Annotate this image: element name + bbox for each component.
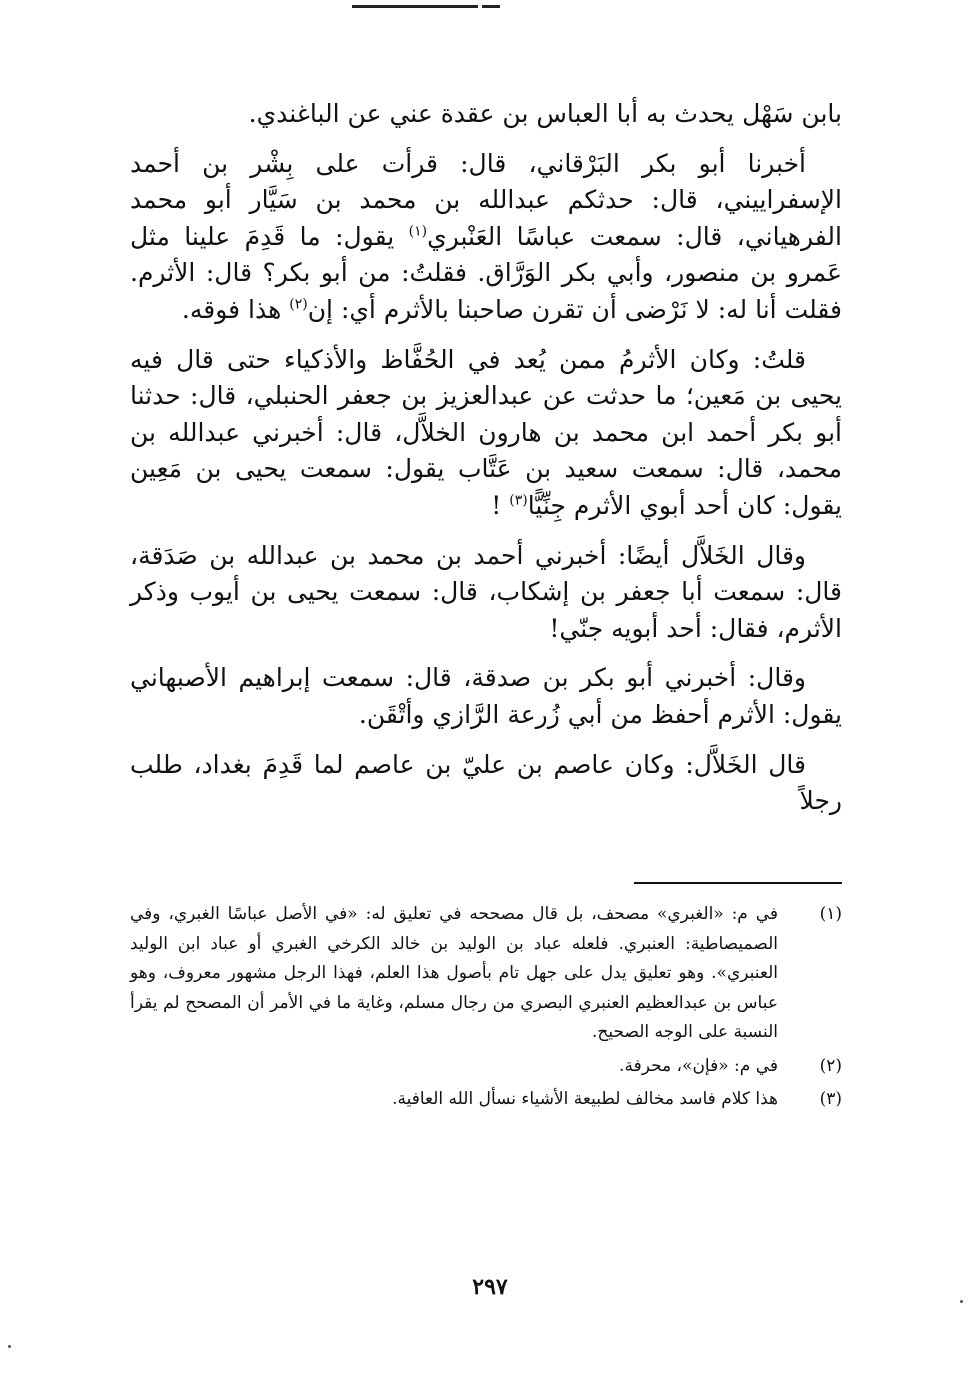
- paragraph-2-text-c: هذا فوقه.: [181, 294, 282, 324]
- footnote-2-text: في م: «فإن»، محرفة.: [619, 1055, 778, 1076]
- paragraph-2: [130, 146, 842, 329]
- top-rule-short: [482, 5, 500, 8]
- paragraph-1-text: بابن سَهْل يحدث به أبا العباس بن عقدة عني عن الباغندي.: [248, 99, 842, 128]
- paragraph-3-text: قلتُ: وكان الأثرمُ ممن يُعد في الحُفَّاظ والأذكياء حتى قال فيه يحيى بن مَعين؛ ما حدثت عن عبدالعزيز بن جعفر الحنبلي، قال: حدثنا أبو بكر أحمد ابن محمد بن هارون الخلاَّل، قال: أخبرني عبدالله بن محمد، قال: سمعت سعيد بن عَتَّاب يقول: سمعت يحيى بن مَعِين يقول: كان أحد أبوي الأثرم جِنِّيًّا: [130, 344, 842, 520]
- paragraph-3-exclaim: !: [491, 490, 502, 520]
- footnote-1-number: (١): [819, 904, 842, 924]
- paragraph-4-text: وقال الخَلاَّل أيضًا: أخبرني أحمد بن محمد بن عبدالله بن صَدَقة، قال: سمعت أبا جعفر بن إشكاب، قال: سمعت يحيى بن أيوب وذكر الأثرم، فقال: أحد أبويه جنّي!: [130, 540, 842, 643]
- footnote-1: [130, 900, 842, 1048]
- footnote-ref-2[interactable]: (٢): [289, 296, 308, 313]
- page-number: ٢٩٧: [472, 1274, 508, 1300]
- paragraph-4: [130, 538, 842, 648]
- paragraph-2-text-b: يقول: ما قَدِمَ علينا مثل عَمرو بن منصور، وأبي بكر الوَرَّاق. فقلتُ: من أبو بكر؟ قال: الأثرم. فقلت أنا له: لا نَرْضى أن تقرن صاحبنا بالأثرم أي: إن: [130, 221, 842, 324]
- paragraph-5: [130, 660, 842, 733]
- main-text: [130, 96, 842, 833]
- paragraph-6-text: قال الخَلاَّل: وكان عاصم بن عليّ بن عاصم لما قَدِمَ بغداد، طلب رجلاً: [130, 749, 842, 816]
- footnotes: [130, 900, 842, 1119]
- footnote-1-text: في م: «الغبري» مصحف، بل قال مصححه في تعليق له: «في الأصل عباسًا الغبري، وفي الصميصاطية: العنبري. فلعله عباد بن الوليد بن خالد الكرخي الغبري أو عباد ابن الوليد العنبري». وهو تعليق يدل على جهل تام بأصول هذا العلم، فهذا الرجل مشهور معروف، وهو عباس بن عبدالعظيم العنبري البصري من رجال مسلم، وغاية ما في الأمر أن المصحح لم يقرأ النسبة على الوجه الصحيح.: [130, 904, 778, 1042]
- scan-speck: [8, 1345, 11, 1348]
- footnote-3-text: هذا كلام فاسد مخالف لطبيعة الأشياء نسأل الله العافية.: [392, 1089, 778, 1109]
- top-rule: [352, 5, 478, 8]
- paragraph-6: [130, 747, 842, 820]
- paragraph-3: [130, 342, 842, 525]
- footnote-3-number: (٣): [819, 1089, 842, 1109]
- paragraph-1: [130, 96, 842, 133]
- paragraph-5-text: وقال: أخبرني أبو بكر بن صدقة، قال: سمعت إبراهيم الأصبهاني يقول: الأثرم أحفظ من أبي زُرعة الرَّازي وأتْقَن.: [130, 663, 842, 729]
- footnote-separator: [634, 882, 842, 884]
- scan-speck: [960, 1300, 963, 1303]
- footnote-ref-3[interactable]: (٣): [509, 492, 528, 509]
- footnote-2-number: (٢): [819, 1055, 842, 1076]
- footnote-3: [130, 1085, 842, 1115]
- footnote-ref-1[interactable]: (١): [408, 223, 428, 240]
- footnote-2: [130, 1052, 842, 1082]
- paragraph-2-text-a: أخبرنا أبو بكر البَرْقاني، قال: قرأت على بِشْر بن أحمد الإسفراييني، قال: حدثكم عبدالله بن محمد بن سَيَّار أبو محمد الفرهياني، قال: سمعت عباسًا العَنْبري: [130, 148, 842, 251]
